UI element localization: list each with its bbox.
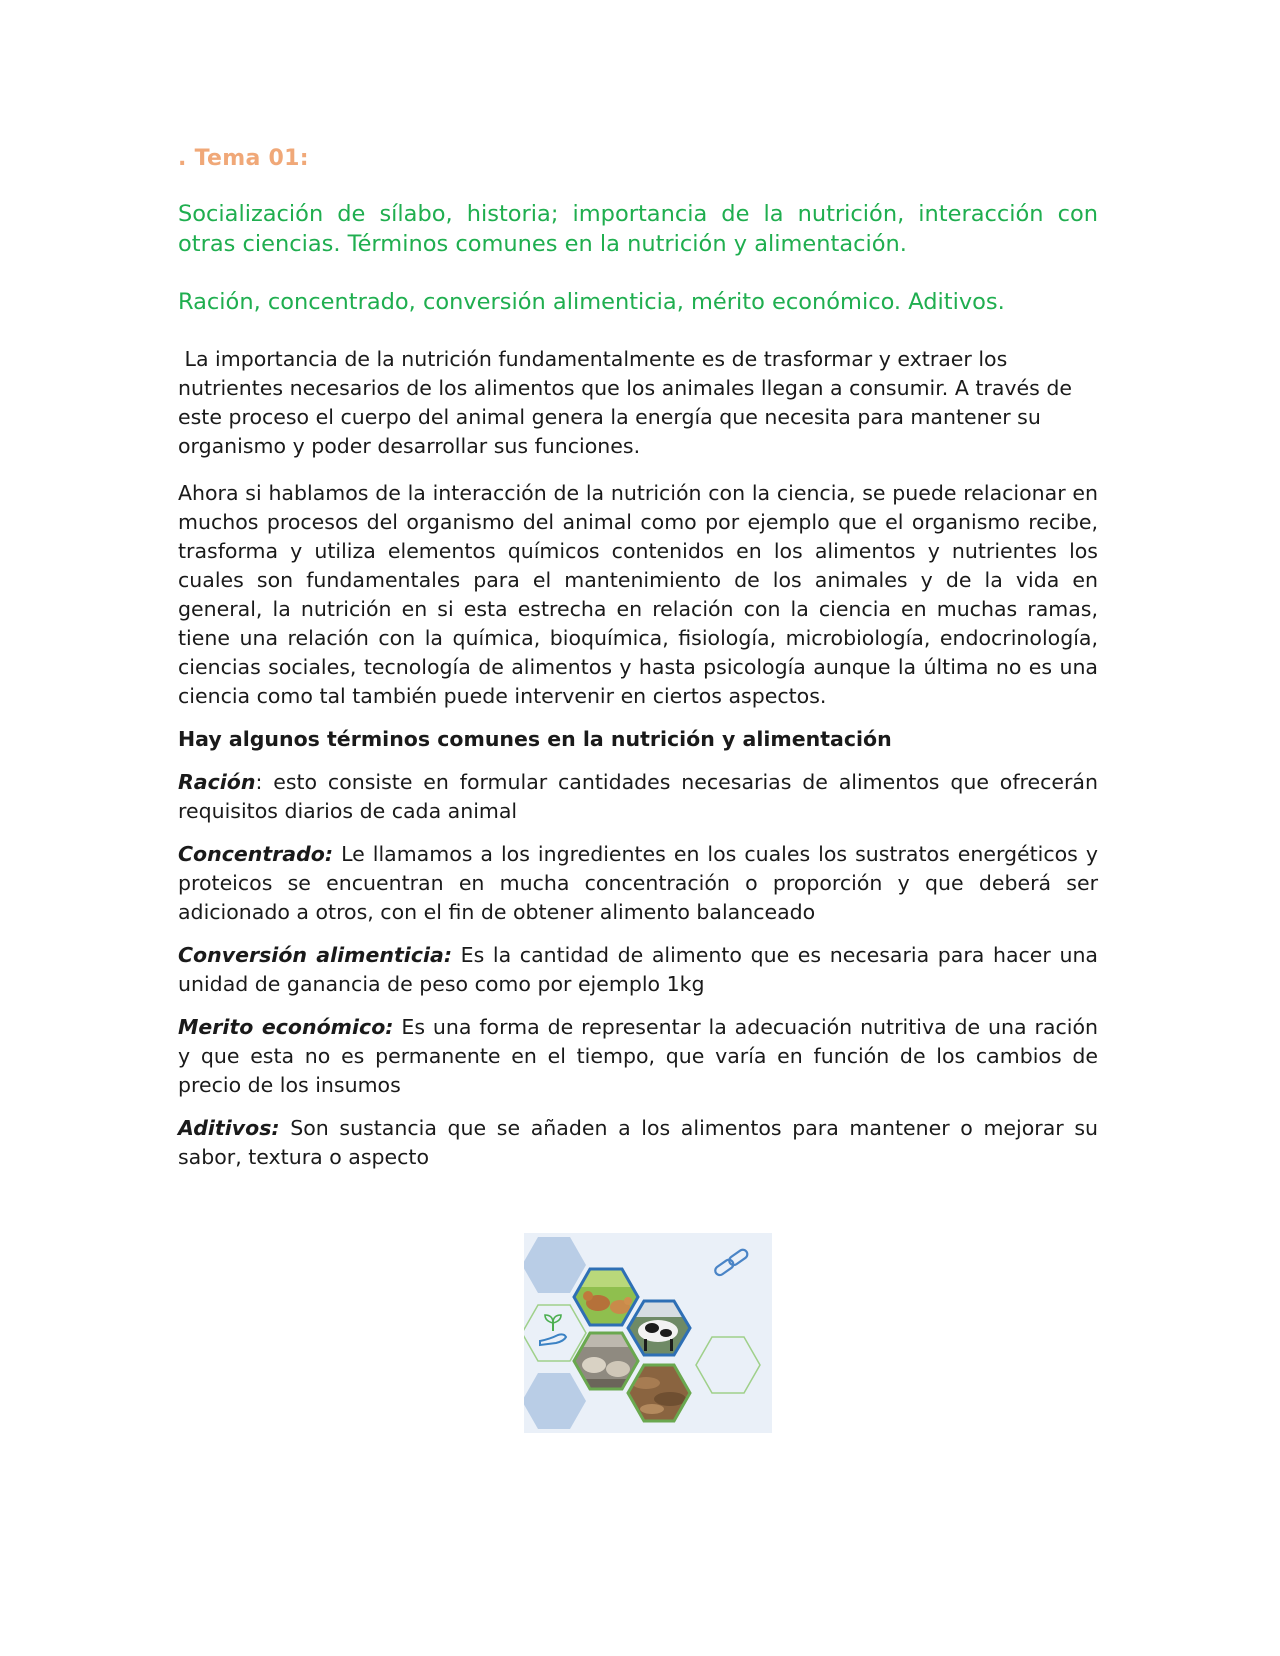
term-label: Concentrado:: [178, 842, 334, 866]
term-definition: Son sustancia que se añaden a los alimentos para mantener o mejorar su sabor, textura o aspecto: [178, 1116, 1098, 1169]
science-paragraph: Ahora si hablamos de la interacción de la nutrición con la ciencia, se puede relacionar en muchos procesos del organismo del animal como por ejemplo que el organismo recibe, trasforma y utiliza elementos químicos contenidos en los alimentos y nutrientes los cuales son fundamentales para el mantenimiento de los animales y de la vida en general, la nutrición en si esta estrecha en relación con la ciencia en muchas ramas, tiene una relación con la química, bioquímica, fisiología, microbiología, endocrinología, ciencias sociales, tecnología de alimentos y hasta psicología aunque la última no es una ciencia como tal también puede intervenir en ciertos aspectos.: [178, 481, 1098, 708]
term-definition: Es la cantidad de alimento que es necesaria para hacer una unidad de ganancia de peso como por ejemplo 1kg: [178, 943, 1098, 996]
term-definition: Le llamamos a los ingredientes en los cuales los sustratos energéticos y proteicos se encuentran en mucha concentración o proporción y que deberá ser adicionado a otros, con el fin de obtener alimento balanceado: [178, 842, 1098, 924]
topic-label: . Tema 01:: [178, 146, 309, 171]
intro-text: La importancia de la nutrición fundamentalmente es de trasformar y extraer los nutrientes necesarios de los alimentos que los animales llegan a consumir. A través de este proceso el cuerpo del animal genera la energía que necesita para mantener su organismo y poder desarrollar sus funciones.: [178, 347, 1072, 458]
intro-paragraph: [178, 345, 1098, 461]
term-racion: [178, 768, 1098, 826]
term-label: Aditivos:: [178, 1116, 280, 1140]
term-definition: : esto consiste en formular cantidades necesarias de alimentos que ofrecerán requisitos diarios de cada animal: [178, 770, 1098, 823]
hexagon-collage: [524, 1233, 772, 1433]
document-page: [178, 146, 1098, 1186]
term-label: Conversión alimenticia:: [178, 943, 453, 967]
term-merito: [178, 1013, 1098, 1100]
hexagon-illustration: [524, 1233, 772, 1433]
topic-subtitle: Socialización de sílabo, historia; importancia de la nutrición, interacción con otras ciencias. Términos comunes en la nutrición y alimentación.: [178, 201, 1098, 257]
term-concentrado: [178, 840, 1098, 927]
terms-heading: Hay algunos términos comunes en la nutrición y alimentación: [178, 727, 892, 751]
term-conversion: [178, 941, 1098, 999]
term-aditivos: [178, 1114, 1098, 1172]
term-label: Ración: [178, 770, 256, 794]
term-definition: Es una forma de representar la adecuación nutritiva de una ración y que esta no es permanente en el tiempo, que varía en función de los cambios de precio de los insumos: [178, 1015, 1098, 1097]
topic-keywords: Ración, concentrado, conversión alimenticia, mérito económico. Aditivos.: [178, 289, 1005, 315]
term-label: Merito económico:: [178, 1015, 394, 1039]
